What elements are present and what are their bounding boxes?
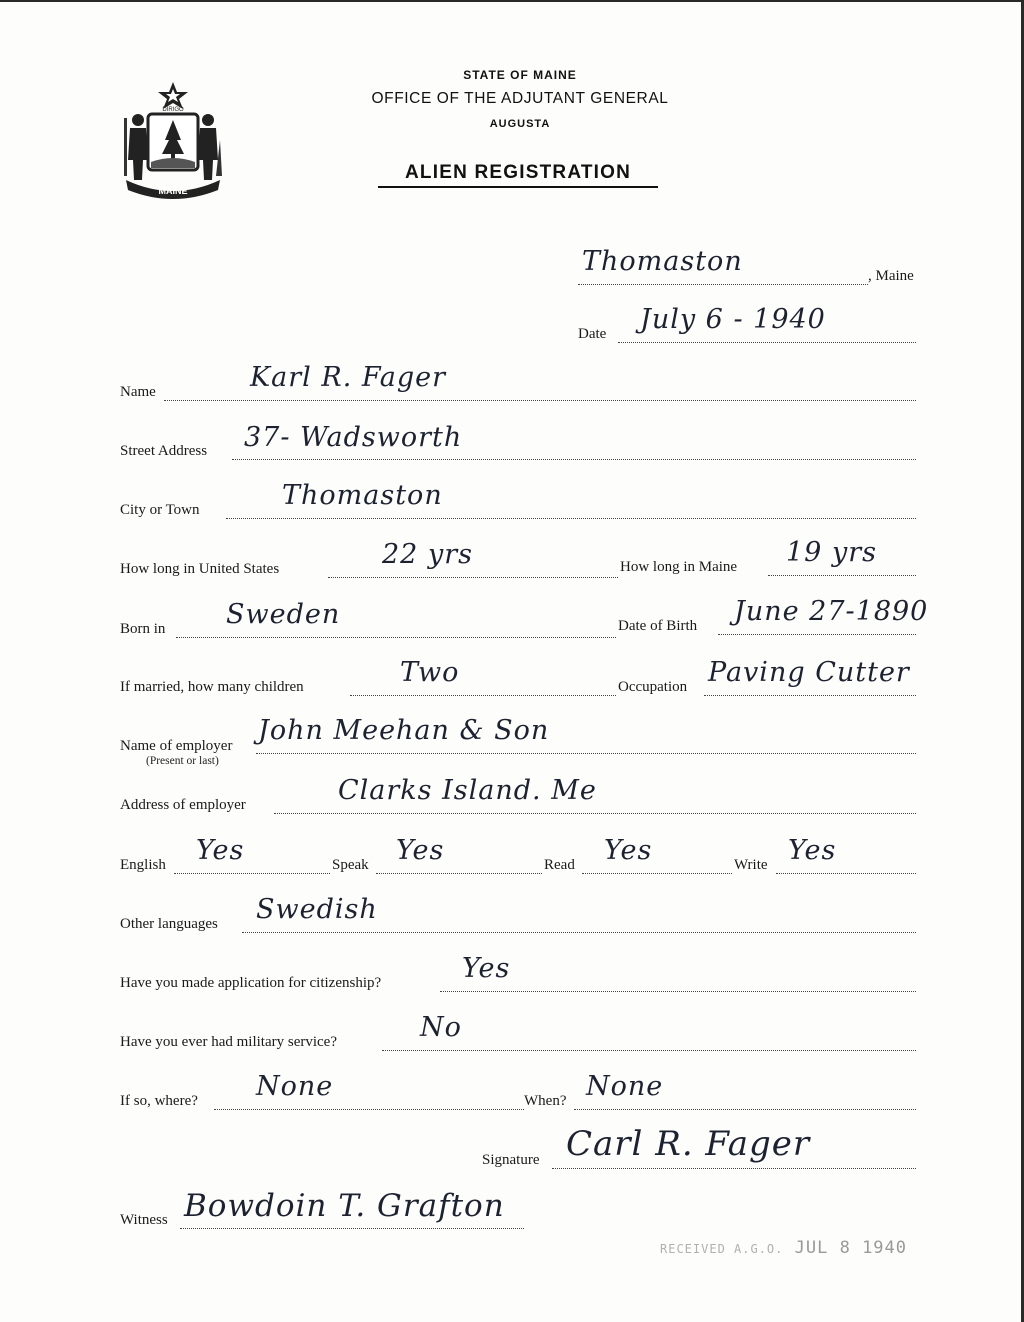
other-languages-label: Other languages — [120, 916, 218, 932]
received-stamp — [660, 1238, 907, 1258]
city-value: Thomaston — [282, 480, 443, 511]
english-line — [174, 873, 330, 874]
employer-address-line — [274, 813, 916, 814]
occupation-label: Occupation — [618, 679, 688, 695]
how-long-us-line — [328, 577, 618, 578]
citizenship-label: Have you made application for citizenship? — [120, 975, 382, 991]
name-line — [164, 400, 916, 401]
seal-motto: DIRIGO — [162, 107, 184, 113]
how-long-maine-label: How long in Maine — [620, 559, 738, 575]
employer-address-label: Address of employer — [120, 797, 246, 813]
street-label: Street Address — [120, 443, 208, 459]
employer-line — [256, 753, 916, 754]
town-value: Thomaston — [582, 246, 743, 277]
english-value: Yes — [196, 835, 245, 866]
signature-line — [552, 1168, 916, 1169]
born-in-value: Sweden — [226, 599, 341, 630]
employer-label: Name of employer — [120, 738, 233, 754]
maine-state-seal — [118, 80, 228, 200]
city-label: City or Town — [120, 502, 200, 518]
where-value: None — [256, 1071, 334, 1102]
born-in-label: Born in — [120, 621, 166, 637]
header-state: STATE OF MAINE — [463, 68, 577, 82]
when-label: When? — [524, 1093, 567, 1109]
stamp-date: JUL 8 — [794, 1238, 851, 1258]
how-long-us-value: 22 yrs — [382, 539, 473, 570]
date-line — [618, 342, 916, 343]
dob-label: Date of Birth — [618, 618, 698, 634]
employer-address-value: Clarks Island. Me — [338, 775, 597, 806]
name-label: Name — [120, 384, 156, 400]
header-city: AUGUSTA — [489, 118, 551, 130]
children-value: Two — [400, 657, 460, 688]
employer-sublabel: (Present or last) — [146, 755, 219, 767]
stamp-year: 1940 — [862, 1238, 908, 1258]
born-in-line — [176, 637, 616, 638]
how-long-maine-value: 19 yrs — [786, 537, 877, 568]
signature-label: Signature — [482, 1152, 540, 1168]
header-office: OFFICE OF THE ADJUTANT GENERAL — [371, 90, 669, 107]
military-value: No — [420, 1012, 462, 1043]
occupation-line — [704, 695, 916, 696]
stamp-received: RECEIVED A.G.O. — [660, 1242, 784, 1256]
speak-line — [376, 873, 542, 874]
witness-line — [180, 1228, 524, 1229]
read-label: Read — [544, 857, 575, 873]
when-value: None — [586, 1071, 664, 1102]
when-line — [574, 1109, 916, 1110]
how-long-maine-line — [768, 575, 916, 576]
read-value: Yes — [604, 835, 653, 866]
occupation-value: Paving Cutter — [708, 657, 910, 688]
speak-label: Speak — [332, 857, 369, 873]
citizenship-line — [440, 991, 916, 992]
witness-label: Witness — [120, 1212, 168, 1228]
employer-value: John Meehan & Son — [258, 715, 550, 746]
signature-value: Carl R. Fager — [566, 1124, 811, 1164]
dob-value: June 27-1890 — [734, 596, 929, 627]
children-label: If married, how many children — [120, 679, 304, 695]
witness-value: Bowdoin T. Grafton — [184, 1188, 505, 1224]
military-line — [382, 1050, 916, 1051]
citizenship-value: Yes — [462, 953, 511, 984]
write-value: Yes — [788, 835, 837, 866]
name-value: Karl R. Fager — [250, 362, 447, 393]
date-label: Date — [578, 326, 607, 342]
city-line — [226, 518, 916, 519]
date-value: July 6 - 1940 — [640, 304, 826, 335]
dob-line — [718, 634, 916, 635]
street-value: 37- Wadsworth — [244, 422, 463, 453]
other-languages-value: Swedish — [256, 894, 378, 925]
seal-banner-text: MAINE — [158, 186, 188, 196]
children-line — [350, 695, 616, 696]
street-line — [232, 459, 916, 460]
where-line — [214, 1109, 524, 1110]
other-languages-line — [242, 932, 916, 933]
write-line — [776, 873, 916, 874]
speak-value: Yes — [396, 835, 445, 866]
town-line — [578, 284, 868, 285]
maine-label: , Maine — [868, 268, 914, 284]
english-label: English — [120, 857, 166, 873]
where-label: If so, where? — [120, 1093, 198, 1109]
how-long-us-label: How long in United States — [120, 561, 280, 577]
military-label: Have you ever had military service? — [120, 1034, 337, 1050]
form-title: ALIEN REGISTRATION — [378, 162, 658, 188]
write-label: Write — [734, 857, 768, 873]
read-line — [582, 873, 732, 874]
